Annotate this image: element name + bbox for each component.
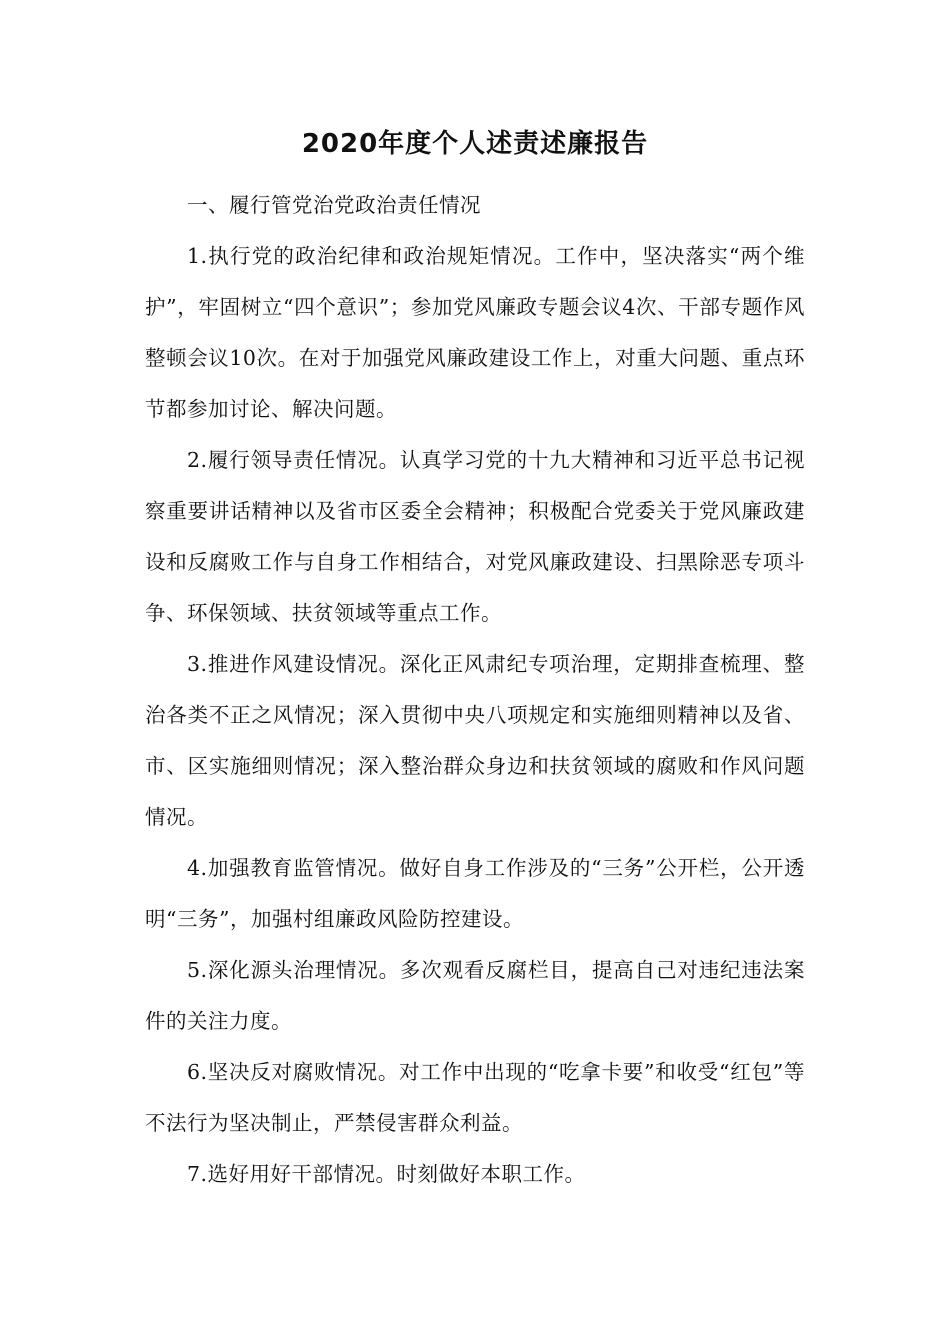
paragraph-7: 7.选好用好干部情况。时刻做好本职工作。 — [187, 1162, 586, 1186]
paragraph-6: 6.坚决反对腐败情况。对工作中出现的“吃拿卡要”和收受“红包”等不法行为坚决制止，严禁侵害群众利益。 — [145, 1060, 805, 1135]
document-body — [145, 180, 805, 1200]
paragraph-5: 5.深化源头治理情况。多次观看反腐栏目，提高自己对违纪违法案件的关注力度。 — [145, 958, 805, 1033]
section-heading: 一、履行管党治党政治责任情况 — [187, 193, 481, 217]
paragraph-4: 4.加强教育监管情况。做好自身工作涉及的“三务”公开栏，公开透明“三务”，加强村组廉政风险防控建设。 — [145, 856, 805, 931]
paragraph-3: 3.推进作风建设情况。深化正风肃纪专项治理，定期排查梳理、整治各类不正之风情况；深入贯彻中央八项规定和实施细则精神以及省、市、区实施细则情况；深入整治群众身边和扶贫领域的腐败和作风问题情况。 — [145, 652, 805, 829]
paragraph-1: 1.执行党的政治纪律和政治规矩情况。工作中，坚决落实“两个维护”，牢固树立“四个意识”；参加党风廉政专题会议4次、干部专题作风整顿会议10次。在对于加强党风廉政建设工作上，对重大问题、重点环节都参加讨论、解决问题。 — [145, 244, 805, 421]
paragraph-2: 2.履行领导责任情况。认真学习党的十九大精神和习近平总书记视察重要讲话精神以及省市区委全会精神；积极配合党委关于党风廉政建设和反腐败工作与自身工作相结合，对党风廉政建设、扫黑除恶专项斗争、环保领域、扶贫领域等重点工作。 — [145, 448, 805, 625]
document-title: 2020年度个人述责述廉报告 — [301, 129, 649, 159]
